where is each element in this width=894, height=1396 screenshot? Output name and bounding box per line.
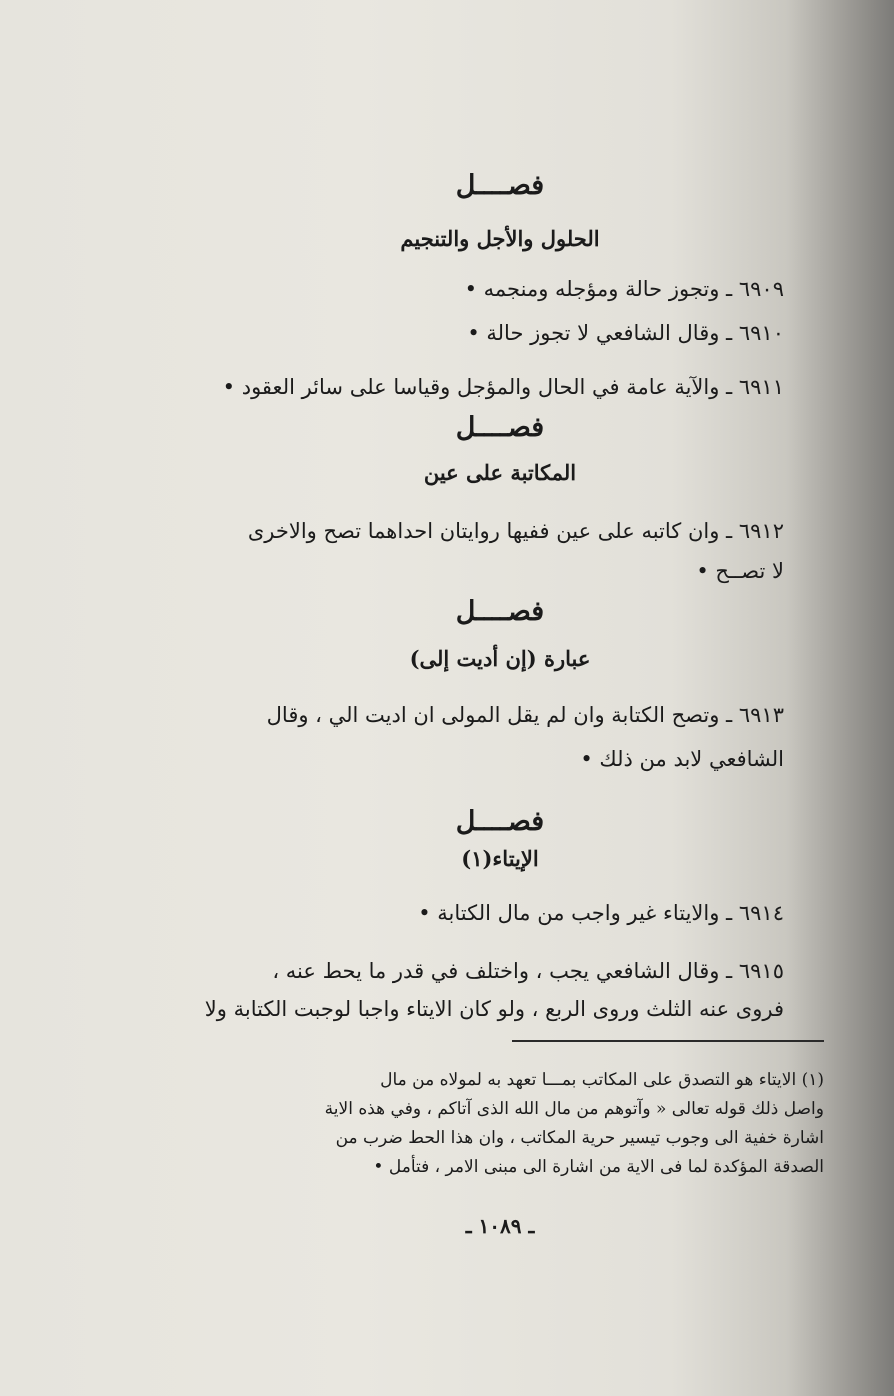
section-heading-1: فصــــل [455, 170, 545, 201]
section-title-3: عبارة (إن أديت إلى) [409, 646, 591, 671]
footnote-line-2: واصل ذلك قوله تعالى « وآتوهم من مال الله الذى آتاكم ، وفي هذه الاية [324, 1099, 824, 1119]
paragraph-6913-cont: الشافعي لابد من ذلك • [580, 747, 784, 771]
section-title-4: الإيتاء(١) [461, 846, 539, 871]
footnote-line-3: اشارة خفية الى وجوب تيسير حرية المكاتب ، وان هذا الحط ضرب من [335, 1128, 824, 1148]
paragraph-6913: ٦٩١٣ ـ وتصح الكتابة وان لم يقل المولى ان اديت الي ، وقال [266, 703, 784, 727]
page-number: ـ ١٠٨٩ ـ [465, 1214, 535, 1238]
section-title-2: المكاتبة على عين [423, 460, 577, 485]
footnote-line-4: الصدقة المؤكدة لما فى الاية من اشارة الى مبنى الامر ، فتأمل • [373, 1157, 824, 1177]
paragraph-6910: ٦٩١٠ ـ وقال الشافعي لا تجوز حالة • [467, 321, 784, 345]
paragraph-6909: ٦٩٠٩ ـ وتجوز حالة ومؤجله ومنجمه • [464, 277, 784, 301]
footnote-divider [512, 1040, 824, 1042]
section-heading-3: فصــــل [455, 596, 545, 627]
paragraph-6912: ٦٩١٢ ـ وان كاتبه على عين ففيها روايتان احداهما تصح والاخرى [247, 519, 784, 543]
paragraph-6914: ٦٩١٤ ـ والايتاء غير واجب من مال الكتابة • [418, 901, 784, 925]
paragraph-6915: ٦٩١٥ ـ وقال الشافعي يجب ، واختلف في قدر ما يحط عنه ، [272, 959, 784, 983]
paragraph-6911: ٦٩١١ ـ والآية عامة في الحال والمؤجل وقياسا على سائر العقود • [222, 375, 784, 399]
section-title-1: الحلول والأجل والتنجيم [400, 226, 600, 251]
paragraph-6915-cont: فروى عنه الثلث وروى الربع ، ولو كان الايتاء واجبا لوجبت الكتابة ولا [204, 997, 784, 1021]
section-heading-2: فصــــل [455, 412, 545, 443]
section-heading-4: فصــــل [455, 806, 545, 837]
paragraph-6912-cont: لا تصــح • [696, 559, 784, 583]
footnote-line-1: (١) الايتاء هو التصدق على المكاتب بمـــا تعهد به لمولاه من مال [380, 1070, 824, 1090]
